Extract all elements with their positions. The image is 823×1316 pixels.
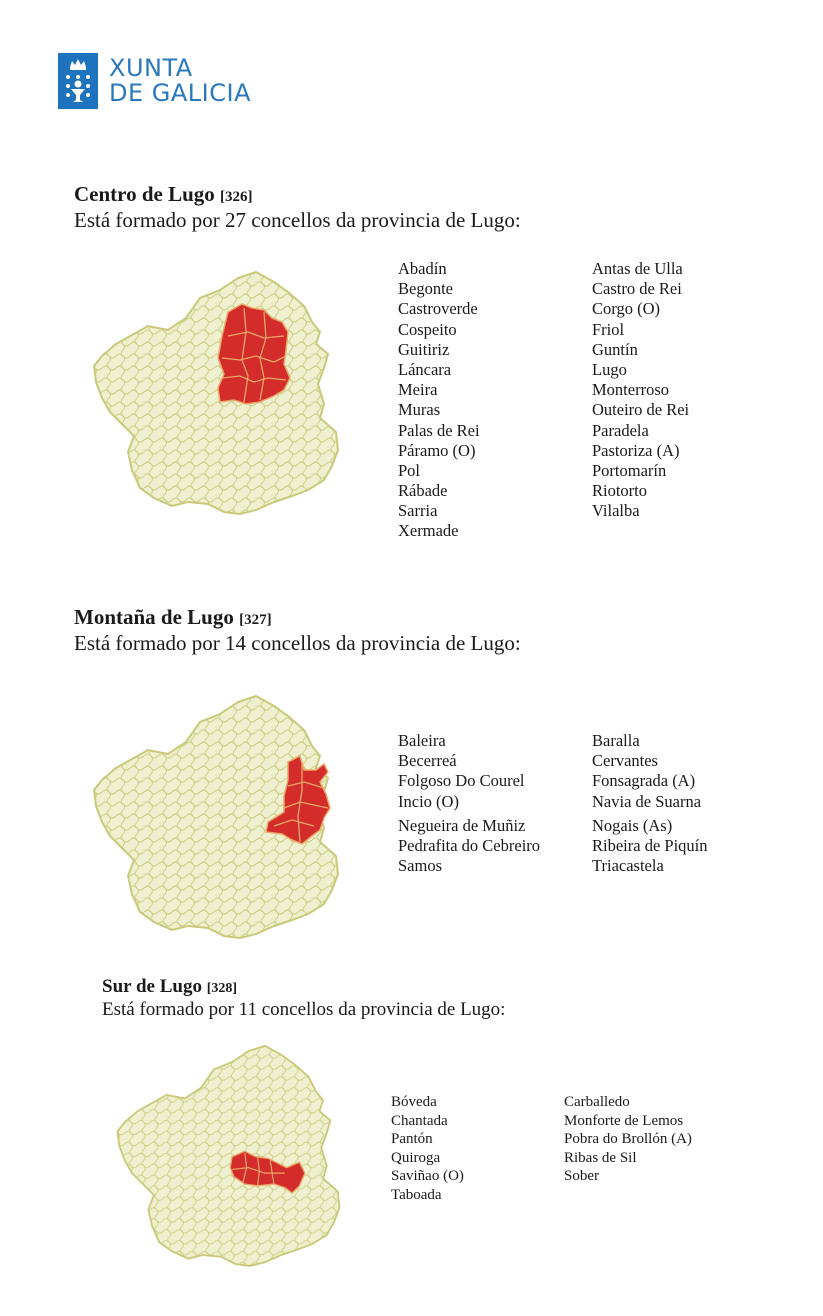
concello-item: Pastoriza (A) — [592, 440, 680, 460]
concello-item: Chantada — [391, 1112, 448, 1129]
section-code: [328] — [206, 981, 238, 996]
concellos-column-1 — [391, 1093, 464, 1205]
concello-item: Lugo — [592, 359, 627, 379]
section-sur-de-lugo — [102, 976, 505, 1021]
concellos-column-2 — [592, 259, 689, 521]
xunta-logo — [58, 53, 251, 109]
concello-item: Sarria — [398, 501, 438, 521]
section-description: Está formado por 11 concellos da provincia de Lugo: — [102, 999, 506, 1020]
concello-item: Monforte de Lemos — [564, 1112, 684, 1129]
section-title — [102, 976, 505, 999]
concello-item: Friol — [592, 319, 625, 339]
concello-item: Carballedo — [564, 1094, 630, 1110]
xunta-wordmark — [109, 56, 251, 106]
concello-item: Negueira de Muñiz — [398, 815, 526, 835]
concello-item: Fonsagrada (A) — [592, 771, 696, 791]
logo-line-1: XUNTA — [109, 54, 193, 82]
concello-item: Muras — [398, 400, 441, 420]
concello-item: Láncara — [398, 359, 452, 379]
concello-item: Corgo (O) — [592, 299, 660, 319]
concello-item: Folgoso Do Courel — [398, 771, 525, 791]
galicia-coat-of-arms-icon — [58, 53, 98, 109]
concello-item: Pantón — [391, 1131, 433, 1148]
section-code: [326] — [220, 189, 253, 205]
section-montana-de-lugo — [74, 606, 521, 655]
concellos-column-1 — [398, 731, 540, 876]
concello-item: Sober — [564, 1168, 599, 1185]
section-title-text: Centro de Lugo — [74, 182, 215, 206]
concello-item: Bóveda — [391, 1094, 437, 1110]
concello-item: Becerreá — [398, 751, 457, 771]
concello-item: Triacastela — [592, 856, 664, 876]
concello-item: Guntín — [592, 339, 638, 359]
concello-item: Castro de Rei — [592, 279, 682, 299]
section-title-text: Sur de Lugo — [102, 976, 202, 997]
concello-item: Paradela — [592, 420, 649, 440]
concello-item: Ribeira de Piquín — [592, 835, 708, 855]
concello-item: Monterroso — [592, 380, 669, 400]
concello-item: Rábade — [398, 481, 448, 501]
concello-item: Saviñao (O) — [391, 1168, 464, 1185]
concello-item: Pol — [398, 460, 421, 480]
section-description: Está formado por 27 concellos da provincia de Lugo: — [74, 208, 521, 232]
concello-item: Ribas de Sil — [564, 1149, 637, 1166]
section-title — [74, 606, 521, 631]
concello-item: Begonte — [398, 279, 453, 299]
galicia-map-sur-icon — [112, 1040, 344, 1268]
logo-line-2: DE GALICIA — [109, 79, 251, 107]
concello-item: Incio (O) — [398, 791, 459, 811]
concello-item: Xermade — [398, 521, 459, 541]
concello-item: Cervantes — [592, 751, 658, 771]
concello-item: Nogais (As) — [592, 815, 673, 835]
concello-item: Quiroga — [391, 1149, 441, 1166]
section-title — [74, 183, 521, 208]
concello-item: Guitiriz — [398, 339, 450, 359]
section-title-text: Montaña de Lugo — [74, 605, 234, 629]
section-description: Está formado por 14 concellos da provincia de Lugo: — [74, 631, 521, 655]
concello-item: Riotorto — [592, 481, 648, 501]
concello-item: Samos — [398, 856, 443, 876]
concello-item: Antas de Ulla — [592, 259, 683, 278]
concello-item: Portomarín — [592, 460, 667, 480]
concello-item: Pobra do Brollón (A) — [564, 1131, 692, 1148]
concello-item: Baleira — [398, 731, 446, 750]
concello-item: Castroverde — [398, 299, 478, 319]
section-centro-de-lugo — [74, 183, 521, 232]
concellos-column-1 — [398, 259, 480, 542]
concello-item: Páramo (O) — [398, 440, 476, 460]
concellos-column-2 — [564, 1093, 692, 1186]
galicia-map-montana-icon — [88, 690, 343, 940]
concellos-column-2 — [592, 731, 707, 876]
concello-item: Outeiro de Rei — [592, 400, 690, 420]
concello-item: Navia de Suarna — [592, 791, 702, 811]
section-code: [327] — [239, 612, 272, 628]
concello-item: Vilalba — [592, 501, 640, 521]
concello-item: Pedrafita do Cebreiro — [398, 835, 541, 855]
galicia-map-centro-icon — [88, 266, 343, 516]
concello-item: Cospeito — [398, 319, 457, 339]
concello-item: Abadín — [398, 259, 447, 278]
concello-item: Baralla — [592, 731, 640, 750]
concello-item: Meira — [398, 380, 438, 400]
concello-item: Taboada — [391, 1186, 442, 1203]
concello-item: Palas de Rei — [398, 420, 480, 440]
